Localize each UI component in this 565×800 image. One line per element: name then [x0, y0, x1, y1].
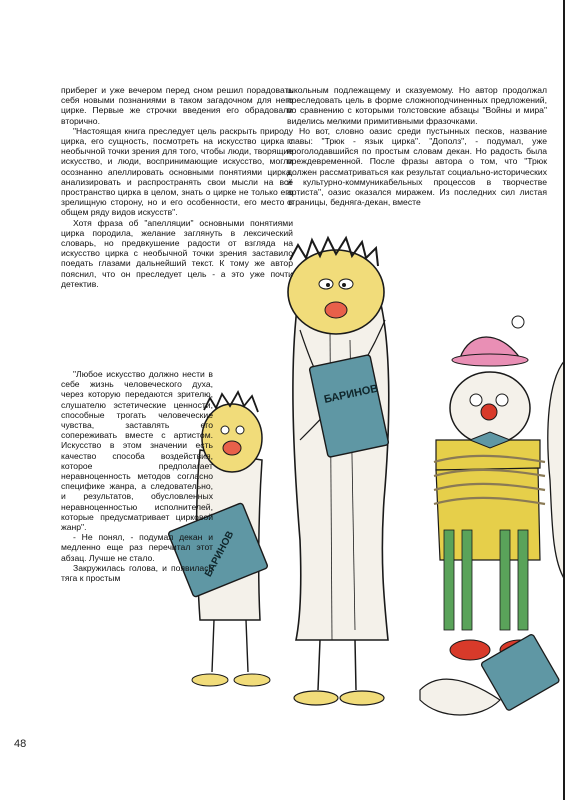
left-text-column [61, 85, 293, 289]
left-paragraph-3: Хотя фраза об "апелляции" основными понятиями цирка породила, желание заглянуть в лексический словарь, но предвкушение радости от взгляда на искусство цирка с необычной точки зрения заставило поедать глазами дальнейший текст. К тому же автор пояснил, что он преследует цель - а это уже почти детектив. [61, 217, 293, 289]
right-text-column [287, 85, 547, 207]
right-paragraph-2: Но вот, словно оазис среди пустынных песков, название главы: "Трюк - язык цирка". "Дополз", - подумал, уже проголодавшийся по простым словам декан. Но радость была преждевременной. После фразы автора о том, что "Трюк должен рассматриваться как результат социально-исторических и культурно-коммуникабельных процессов в творчестве артиста", оазис оказался миражем. Из последних сил листая страницы, бедняга-декан, вместе [287, 125, 547, 208]
right-paragraph-1: школьным подлежащему и сказуемому. Но автор продолжал преследовать цель в форме сложноподчиненных предложений, по сравнению с которыми толстовские абзацы "Войны и мира" виделись мелкими примитивными фразочками. [287, 85, 547, 126]
left-paragraph-2: "Настоящая книга преследует цель раскрыть природу цирка, его сущность, посмотреть на искусство цирка с необычной точки зрения для того, чтобы люди, творящие искусство, и люди, воспринимающие искусство, могли осознанно апеллировать основными понятиями цирка, анализировать и распространять свои мысли на всё пространство цирка в целом, знать о цирке не только его зрелищную сторону, но и его особенности, его место в общем ряду видов искусств". [61, 125, 293, 218]
left-paragraph-1: приберег и уже вечером перед сном решил порадовать себя новыми познаниями в таком загадочном для него цирке. Первые же строчки введения его обрадовали вторично. [61, 85, 293, 126]
left-narrow-text-column [61, 369, 213, 583]
left-narrow-paragraph-1: "Любое искусство должно нести в себе жизнь человеческого духа, через которую передаются зрителю, слушателю эстетические ценности, способные трогать человеческие чувства, заставлять его сопереживать вместе с артистом. Искусство в этом значении есть качество способа воздействия, которое предполагает неравноценность методов согласно специфике жанра, а следовательно, и результатов, обусловленных неравноценностью исполнителей, которые предусматривает цирковой жанр". [61, 369, 213, 533]
tall-dean-book-title: БАРИНОВ [322, 382, 380, 406]
short-dean-book-title: БАРИНОВ [203, 529, 237, 579]
clown-figure [420, 316, 560, 715]
page-number: 48 [14, 738, 27, 750]
tall-dean-figure [288, 238, 389, 705]
left-narrow-paragraph-2: - Не понял, - подумал декан и медленно еще раз перечитал этот абзац. Лучше не стало. [61, 532, 213, 563]
left-narrow-paragraph-3: Закружилась голова, и появилась тяга к простым [61, 562, 213, 584]
